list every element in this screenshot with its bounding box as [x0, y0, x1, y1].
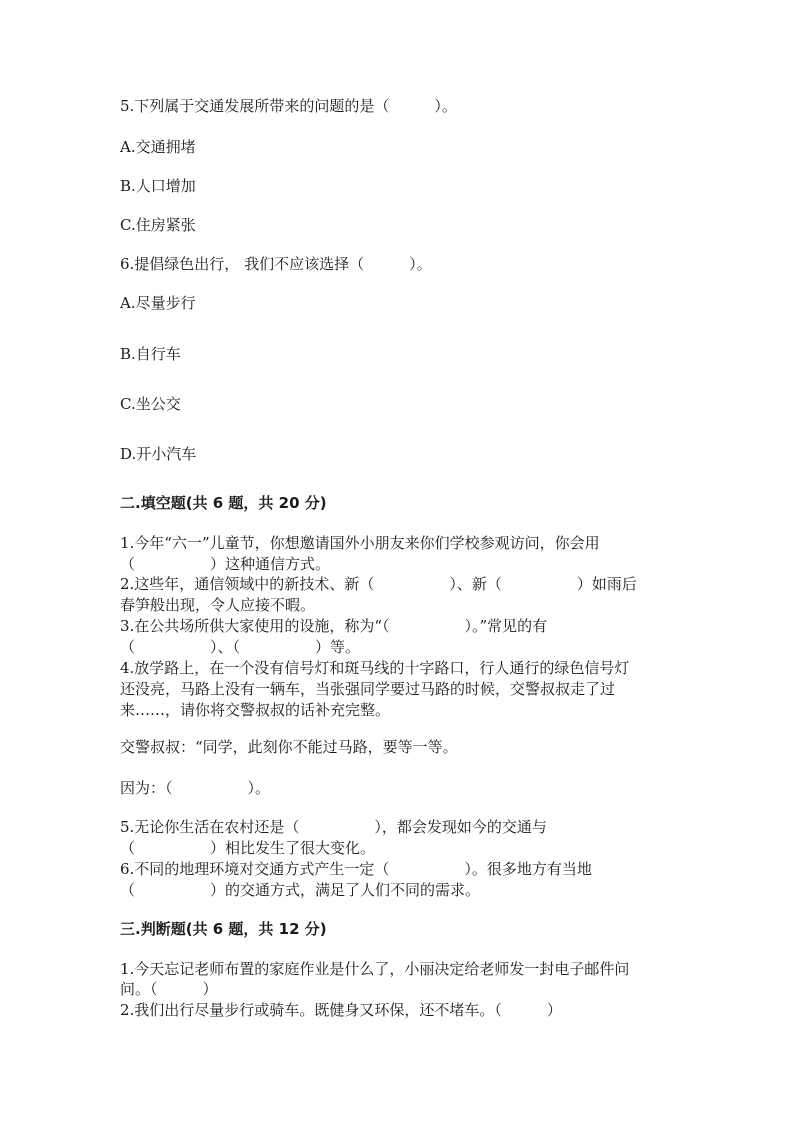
question-6-option-c: C.坐公交	[120, 395, 181, 413]
question-6-option-a: A.尽量步行	[120, 294, 196, 312]
judge-q1-line-2: 问。（ ）	[120, 980, 218, 998]
fill-q4-line-1: 4.放学路上，在一个没有信号灯和斑马线的十字路口，行人通行的绿色信号灯	[120, 659, 630, 677]
question-6-option-d: D.开小汽车	[120, 445, 197, 463]
question-5-stem: 5.下列属于交通发展所带来的问题的是（ ）。	[120, 97, 457, 115]
fill-q3-line-1: 3.在公共场所供大家使用的设施，称为“（ ）。”常见的有	[120, 617, 548, 635]
fill-q6-line-1: 6.不同的地理环境对交通方式产生一定（ ）。很多地方有当地	[120, 860, 592, 878]
fill-q3-line-2: （ ）、（ ）等。	[120, 638, 361, 656]
judge-q2-line-1: 2.我们出行尽量步行或骑车。既健身又环保，还不堵车。（ ）	[120, 1001, 562, 1019]
fill-q5-line-2: （ ）相比发生了很大变化。	[120, 839, 376, 857]
fill-q6-line-2: （ ）的交通方式，满足了人们不同的需求。	[120, 881, 481, 899]
section-3-title: 三.判断题(共 6 题，共 12 分)	[120, 920, 327, 938]
question-5-option-a: A.交通拥堵	[120, 138, 196, 156]
fill-q1-line-1: 1.今年“六一”儿童节，你想邀请国外小朋友来你们学校参观访问，你会用	[120, 534, 600, 552]
question-5-option-b: B.人口增加	[120, 177, 196, 195]
fill-q2-line-2: 春笋般出现，令人应接不暇。	[120, 596, 316, 614]
fill-q4-line-3: 来……，请你将交警叔叔的话补充完整。	[120, 701, 391, 719]
fill-q1-line-2: （ ）这种通信方式。	[120, 555, 331, 573]
question-6-stem: 6.提倡绿色出行， 我们不应该选择（ ）。	[120, 255, 432, 273]
fill-q5-line-1: 5.无论你生活在农村还是（ ），都会发现如今的交通与	[120, 818, 547, 836]
fill-q4-because: 因为：（ ）。	[120, 779, 271, 797]
fill-q4-line-2: 还没亮，马路上没有一辆车，当张强同学要过马路的时候，交警叔叔走了过	[120, 680, 616, 698]
question-5-option-c: C.住房紧张	[120, 216, 196, 234]
fill-q2-line-1: 2.这些年，通信领域中的新技术、新（ ）、新（ ）如雨后	[120, 575, 637, 593]
judge-q1-line-1: 1.今天忘记老师布置的家庭作业是什么了，小丽决定给老师发一封电子邮件问	[120, 960, 630, 978]
question-6-option-b: B.自行车	[120, 345, 181, 363]
fill-q4-police-quote: 交警叔叔：“同学，此刻你不能过马路，要等一等。	[120, 738, 458, 756]
section-2-title: 二.填空题(共 6 题，共 20 分)	[120, 494, 327, 512]
